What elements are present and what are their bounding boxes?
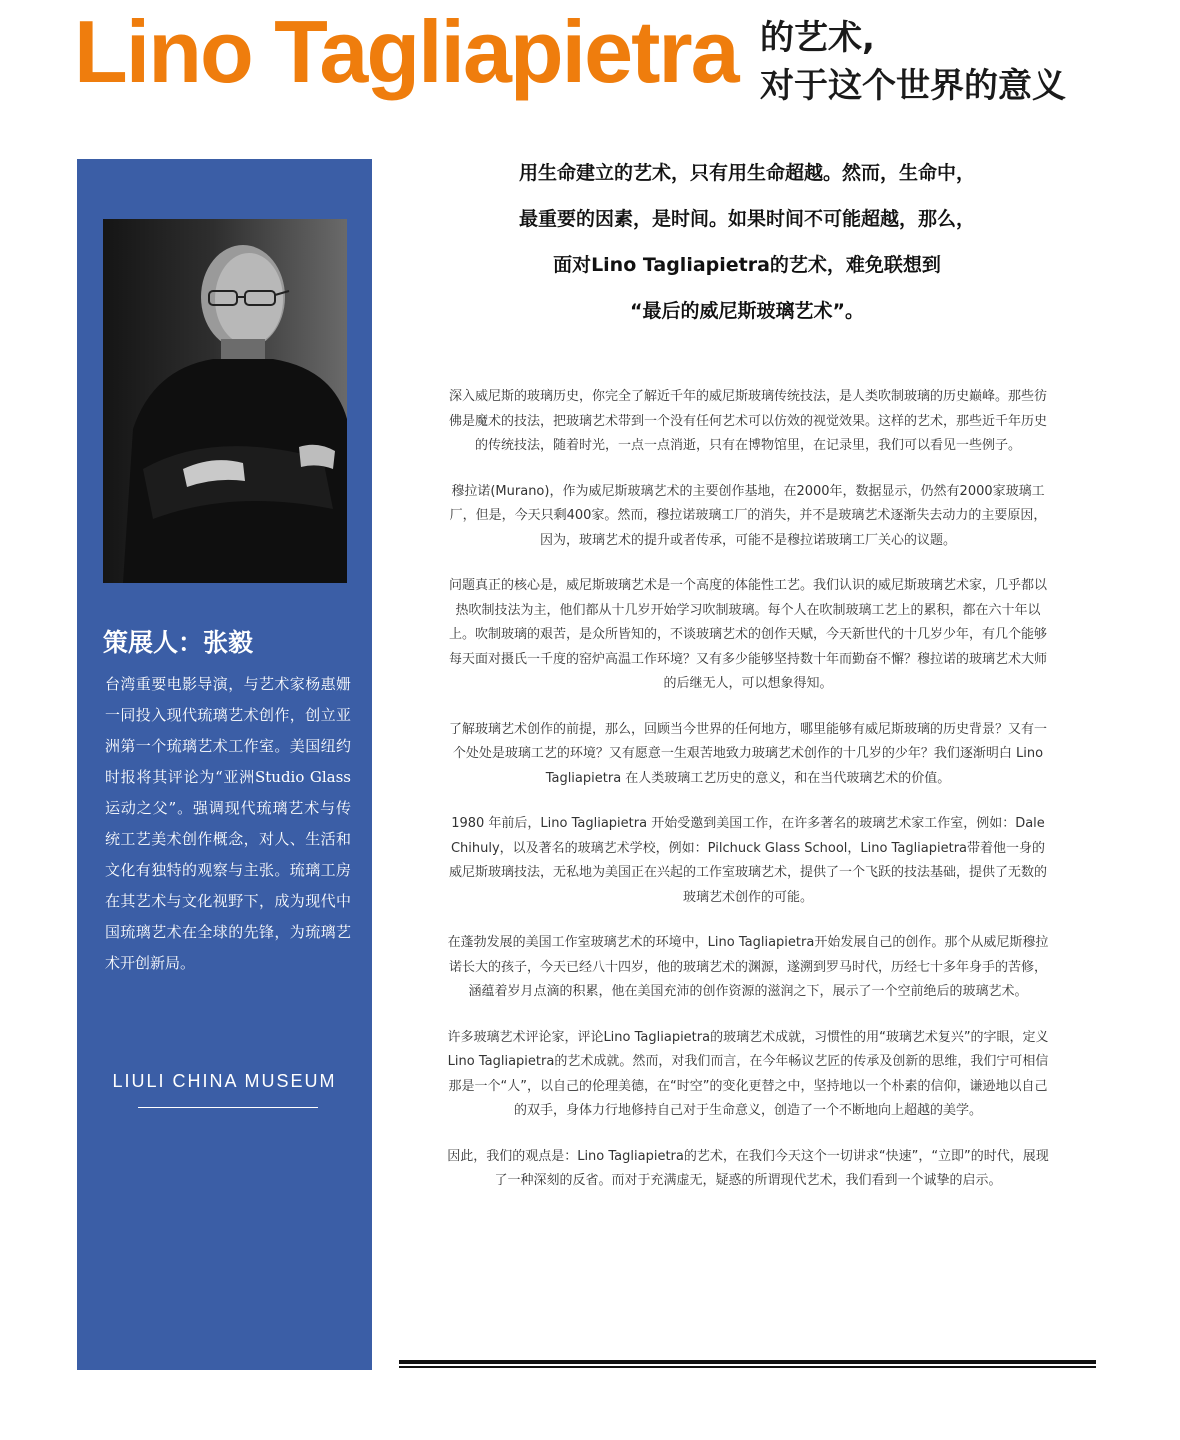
header-subtitle-line: 的艺术, (760, 18, 875, 58)
curator-portrait (103, 219, 347, 583)
lead-line: 用生命建立的艺术，只有用生命超越。然而，生命中， (518, 162, 975, 184)
footer-rule-thick (399, 1360, 1096, 1364)
header-subtitle (760, 14, 1066, 110)
curator-sidebar (77, 159, 372, 1370)
body-paragraph: 在蓬勃发展的美国工作室玻璃艺术的环境中，Lino Tagliapietra开始发展自己的创作。那个从威尼斯穆拉诺长大的孩子，今天已经八十四岁，他的玻璃艺术的渊源，遂溯到罗马时代，历经七十多年身手的苦修，涵蕴着岁月点滴的积累，他在美国充沛的创作资源的滋润之下，展示了一个空前绝后的玻璃艺术。 (447, 935, 1049, 999)
curator-bio: 台湾重要电影导演，与艺术家杨惠姗一同投入现代琉璃艺术创作，创立亚洲第一个琉璃艺术工作室。美国纽约时报将其评论为“亚洲Studio Glass 运动之父”。强调现代琉璃艺术与传统工艺美术创作概念，对人、生活和文化有独特的观察与主张。琉璃工房在其艺术与文化视野下，成为现代中国琉璃艺术在全球的先锋，为琉璃艺术开创新局。 (105, 675, 351, 972)
body-paragraph: 许多玻璃艺术评论家，评论Lino Tagliapietra的玻璃艺术成就，习惯性的用“玻璃艺术复兴”的字眼，定义Lino Tagliapietra的艺术成就。然而，对我们而言，在今年畅议艺匠的传承及创新的思维，我们宁可相信那是一个“人”，以自己的伦理美德，在“时空”的变化更替之中，坚持地以一个朴素的信仰，谦逊地以自己的双手，身体力行地修持自己对于生命意义，创造了一个不断地向上超越的美学。 (447, 1029, 1049, 1118)
museum-name: LIULI CHINA MUSEUM (112, 1071, 337, 1091)
body-paragraph: 问题真正的核心是，威尼斯玻璃艺术是一个高度的体能性工艺。我们认识的威尼斯玻璃艺术家，几乎都以热吹制技法为主，他们都从十几岁开始学习吹制玻璃。每个人在吹制玻璃工艺上的累积，都在六十年以上。吹制玻璃的艰苦，是众所皆知的，不谈玻璃艺术的创作天赋，今天新世代的十几岁少年，有几个能够每天面对摄氏一千度的窑炉高温工作环境？又有多少能够坚持数十年而勤奋不懈？穆拉诺的玻璃艺术大师的后继无人，可以想象得知。 (448, 578, 1047, 691)
lead-line: 面对Lino Tagliapietra的艺术，难免联想到 (553, 254, 941, 276)
lead-line: “最后的威尼斯玻璃艺术”。 (630, 300, 864, 322)
lead-line: 最重要的因素，是时间。如果时间不可能超越，那么， (518, 208, 975, 230)
lead-quote (440, 150, 1054, 334)
body-paragraph: 1980 年前后，Lino Tagliapietra 开始受邀到美国工作，在许多著名的玻璃艺术家工作室，例如：Dale Chihuly，以及著名的玻璃艺术学校，例如：Pilchuck Glass School，Lino Tagliapietra带着他一身的威尼斯玻璃技法，无私地为美国正在兴起的工作室玻璃艺术，提供了一个飞跃的技法基础，提供了无数的玻璃艺术创作的可能。 (448, 816, 1047, 905)
footer-rule-thin (399, 1366, 1096, 1368)
curator-title: 策展人：张毅 (103, 628, 254, 657)
body-paragraph: 了解玻璃艺术创作的前提，那么，回顾当今世界的任何地方，哪里能够有威尼斯玻璃的历史背景？又有一个处处是玻璃工艺的环境？又有愿意一生艰苦地致力玻璃艺术创作的十几岁的少年？我们逐渐明白 Lino Tagliapietra 在人类玻璃工艺历史的意义，和在当代玻璃艺术的价值。 (448, 721, 1047, 786)
portrait-icon (103, 219, 347, 583)
header-subtitle-line: 对于这个世界的意义 (760, 66, 1066, 106)
body-paragraph: 穆拉诺(Murano)，作为威尼斯玻璃艺术的主要创作基地，在2000年，数据显示，仍然有2000家玻璃工厂，但是，今天只剩400家。然而，穆拉诺玻璃工厂的消失，并不是玻璃艺术逐渐失去动力的主要原因，因为，玻璃艺术的提升或者传承，可能不是穆拉诺玻璃工厂关心的议题。 (449, 483, 1047, 548)
artist-name-heading: Lino Tagliapietra (74, 2, 738, 101)
body-paragraph: 因此，我们的观点是：Lino Tagliapietra的艺术，在我们今天这个一切讲求“快速”，“立即”的时代，展现了一种深刻的反省。而对于充满虚无，疑惑的所谓现代艺术，我们看到一个诚挚的启示。 (447, 1148, 1049, 1188)
article-body (445, 385, 1051, 1215)
museum-underline (138, 1107, 318, 1108)
body-paragraph: 深入威尼斯的玻璃历史，你完全了解近千年的威尼斯玻璃传统技法，是人类吹制玻璃的历史巅峰。那些彷佛是魔术的技法，把玻璃艺术带到一个没有任何艺术可以仿效的视觉效果。这样的艺术，那些近千年历史的传统技法，随着时光，一点一点消逝，只有在博物馆里，在记录里，我们可以看见一些例子。 (448, 389, 1047, 453)
